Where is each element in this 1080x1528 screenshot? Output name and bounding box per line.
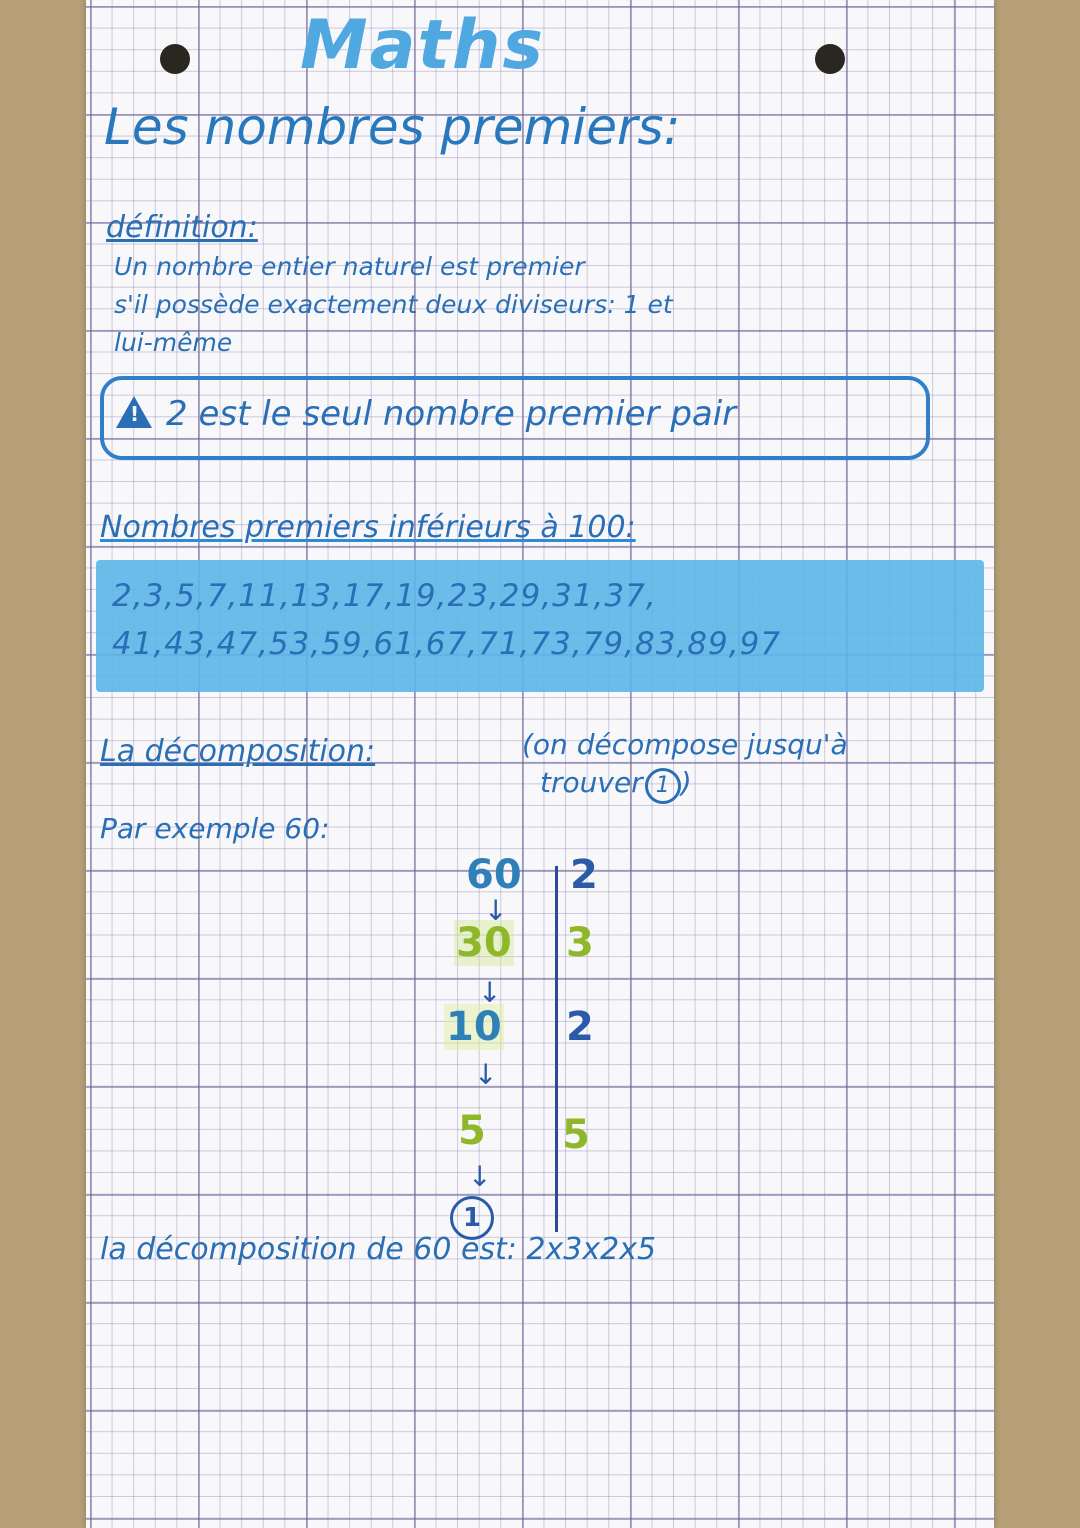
decomposition-note-2-text: trouver	[540, 766, 643, 799]
primes-heading: Nombres premiers inférieurs à 100:	[100, 510, 636, 545]
circled-one: 1	[645, 768, 681, 804]
divisor-2-second: 2	[566, 1004, 594, 1050]
example-heading: Par exemple 60:	[100, 812, 330, 845]
definition-line-3: lui-même	[114, 328, 233, 357]
divisor-3: 3	[566, 920, 594, 966]
divisor-5: 5	[562, 1112, 590, 1158]
page-title: Les nombres premiers:	[104, 98, 681, 156]
warning-box	[100, 376, 930, 460]
definition-line-2: s'il possède exactement deux diviseurs: 1 et	[114, 290, 673, 319]
decomposition-heading: La décomposition:	[100, 734, 376, 769]
quotient-5: 5	[458, 1108, 486, 1154]
divisor-2-first: 2	[570, 852, 598, 898]
division-vertical-line	[555, 866, 558, 1232]
warning-triangle-icon	[116, 396, 152, 428]
decomposition-note-1: (on décompose jusqu'à	[522, 728, 848, 761]
down-arrow-icon: ↓	[474, 1058, 498, 1091]
quotient-30: 30	[456, 920, 512, 966]
down-arrow-icon: ↓	[484, 894, 508, 927]
binder-hole-left	[160, 44, 190, 74]
primes-list-row-1: 2,3,5,7,11,13,17,19,23,29,31,37,	[112, 578, 657, 614]
down-arrow-icon: ↓	[478, 976, 502, 1009]
subject-title: Maths	[300, 6, 545, 85]
decomposition-result: la décomposition de 60 est: 2x3x2x5	[100, 1232, 657, 1267]
decomposition-note-2: trouver 1 )	[540, 766, 692, 804]
down-arrow-icon: ↓	[468, 1160, 492, 1193]
primes-list-row-2: 41,43,47,53,59,61,67,71,73,79,83,89,97	[112, 626, 782, 662]
definition-line-1: Un nombre entier naturel est premier	[114, 252, 585, 281]
warning-text: 2 est le seul nombre premier pair	[166, 394, 737, 434]
quotient-60: 60	[466, 852, 522, 898]
definition-heading: définition:	[106, 210, 258, 245]
quotient-10: 10	[446, 1004, 502, 1050]
quotient-1-circled: 1	[450, 1196, 494, 1240]
binder-hole-right	[815, 44, 845, 74]
